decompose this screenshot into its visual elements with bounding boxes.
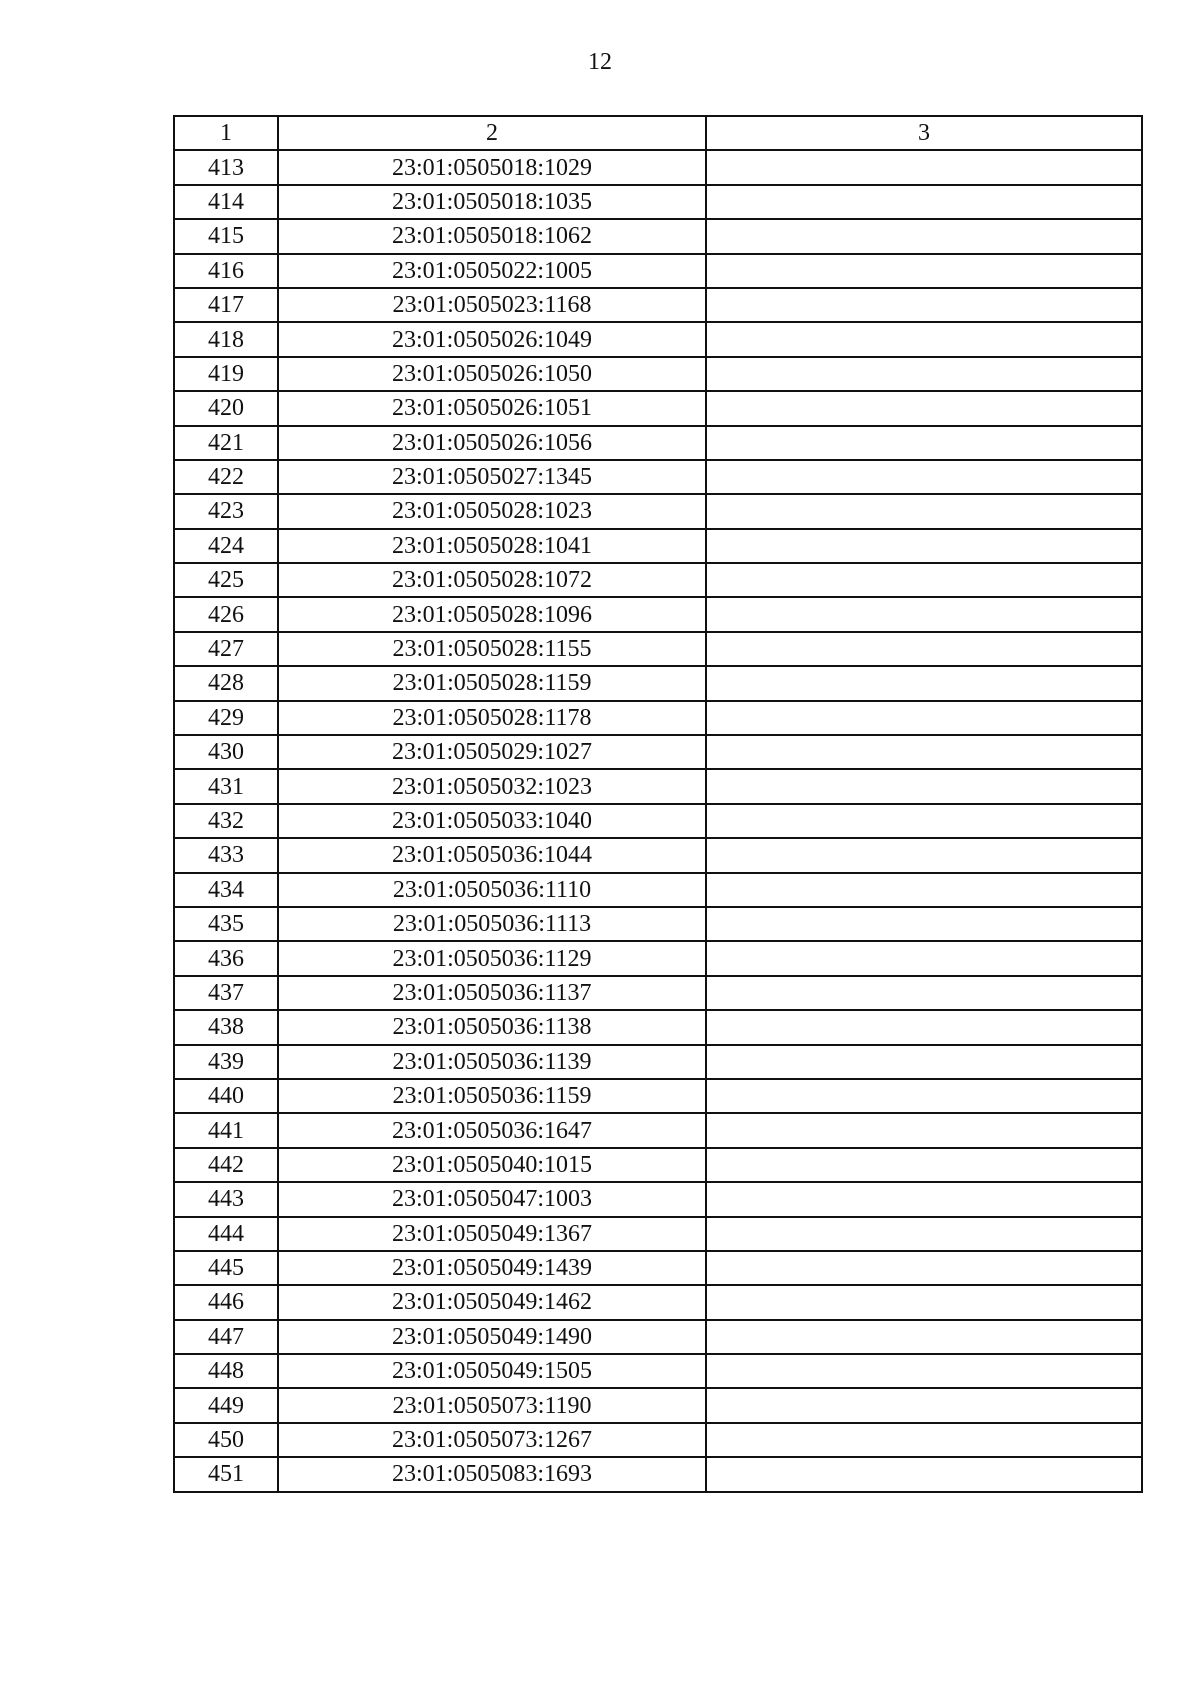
table-row — [174, 735, 1142, 769]
row-number-cell: 448 — [174, 1354, 278, 1388]
note-cell — [706, 219, 1142, 253]
note-cell — [706, 976, 1142, 1010]
note-cell — [706, 1320, 1142, 1354]
table-row — [174, 907, 1142, 941]
note-cell — [706, 563, 1142, 597]
table-row — [174, 219, 1142, 253]
note-cell — [706, 1388, 1142, 1422]
table-row — [174, 873, 1142, 907]
table-row — [174, 838, 1142, 872]
table-row — [174, 1457, 1142, 1491]
row-number-cell: 420 — [174, 391, 278, 425]
note-cell — [706, 254, 1142, 288]
row-number-cell: 425 — [174, 563, 278, 597]
table-row — [174, 1045, 1142, 1079]
row-number-cell: 440 — [174, 1079, 278, 1113]
row-number-cell: 433 — [174, 838, 278, 872]
note-cell — [706, 460, 1142, 494]
table-row — [174, 804, 1142, 838]
table-row — [174, 529, 1142, 563]
cadastral-number-cell: 23:01:0505036:1129 — [278, 941, 706, 975]
cadastral-number-cell: 23:01:0505028:1041 — [278, 529, 706, 563]
note-cell — [706, 1457, 1142, 1491]
cadastral-number-cell: 23:01:0505036:1044 — [278, 838, 706, 872]
table-row — [174, 1423, 1142, 1457]
cadastral-number-cell: 23:01:0505036:1138 — [278, 1010, 706, 1044]
row-number-cell: 437 — [174, 976, 278, 1010]
cadastral-number-cell: 23:01:0505018:1062 — [278, 219, 706, 253]
note-cell — [706, 632, 1142, 666]
row-number-cell: 436 — [174, 941, 278, 975]
cadastral-number-cell: 23:01:0505049:1490 — [278, 1320, 706, 1354]
cadastral-number-cell: 23:01:0505028:1023 — [278, 494, 706, 528]
row-number-cell: 431 — [174, 769, 278, 803]
note-cell — [706, 907, 1142, 941]
table-row — [174, 769, 1142, 803]
cadastral-table — [173, 115, 1143, 1493]
row-number-cell: 441 — [174, 1113, 278, 1147]
note-cell — [706, 426, 1142, 460]
page-number: 12 — [588, 49, 612, 75]
cadastral-number-cell: 23:01:0505049:1367 — [278, 1217, 706, 1251]
table-row — [174, 460, 1142, 494]
cadastral-number-cell: 23:01:0505027:1345 — [278, 460, 706, 494]
row-number-cell: 421 — [174, 426, 278, 460]
row-number-cell: 447 — [174, 1320, 278, 1354]
row-number-cell: 419 — [174, 357, 278, 391]
row-number-cell: 438 — [174, 1010, 278, 1044]
note-cell — [706, 735, 1142, 769]
cadastral-number-cell: 23:01:0505028:1155 — [278, 632, 706, 666]
note-cell — [706, 150, 1142, 184]
table-row — [174, 597, 1142, 631]
table-row — [174, 1182, 1142, 1216]
table-header-row — [174, 116, 1142, 150]
table-row — [174, 1079, 1142, 1113]
table-row — [174, 322, 1142, 356]
cadastral-number-cell: 23:01:0505022:1005 — [278, 254, 706, 288]
cadastral-number-cell: 23:01:0505028:1096 — [278, 597, 706, 631]
table-row — [174, 701, 1142, 735]
table-row — [174, 391, 1142, 425]
cadastral-number-cell: 23:01:0505049:1439 — [278, 1251, 706, 1285]
row-number-cell: 418 — [174, 322, 278, 356]
row-number-cell: 432 — [174, 804, 278, 838]
cadastral-number-cell: 23:01:0505018:1035 — [278, 185, 706, 219]
row-number-cell: 422 — [174, 460, 278, 494]
note-cell — [706, 701, 1142, 735]
table-body — [174, 150, 1142, 1491]
note-cell — [706, 1182, 1142, 1216]
table-row — [174, 494, 1142, 528]
row-number-cell: 442 — [174, 1148, 278, 1182]
table-row — [174, 563, 1142, 597]
row-number-cell: 417 — [174, 288, 278, 322]
row-number-cell: 413 — [174, 150, 278, 184]
row-number-cell: 445 — [174, 1251, 278, 1285]
table-row — [174, 1113, 1142, 1147]
row-number-cell: 435 — [174, 907, 278, 941]
row-number-cell: 449 — [174, 1388, 278, 1422]
row-number-cell: 439 — [174, 1045, 278, 1079]
table-row — [174, 1285, 1142, 1319]
cadastral-number-cell: 23:01:0505026:1056 — [278, 426, 706, 460]
cadastral-number-cell: 23:01:0505028:1178 — [278, 701, 706, 735]
row-number-cell: 423 — [174, 494, 278, 528]
cadastral-number-cell: 23:01:0505028:1072 — [278, 563, 706, 597]
note-cell — [706, 1045, 1142, 1079]
note-cell — [706, 1113, 1142, 1147]
table-row — [174, 1010, 1142, 1044]
cadastral-number-cell: 23:01:0505036:1113 — [278, 907, 706, 941]
note-cell — [706, 1010, 1142, 1044]
note-cell — [706, 1354, 1142, 1388]
row-number-cell: 430 — [174, 735, 278, 769]
note-cell — [706, 1148, 1142, 1182]
cadastral-number-cell: 23:01:0505026:1051 — [278, 391, 706, 425]
cadastral-number-cell: 23:01:0505023:1168 — [278, 288, 706, 322]
row-number-cell: 429 — [174, 701, 278, 735]
note-cell — [706, 804, 1142, 838]
cadastral-number-cell: 23:01:0505040:1015 — [278, 1148, 706, 1182]
cadastral-number-cell: 23:01:0505049:1462 — [278, 1285, 706, 1319]
cadastral-number-cell: 23:01:0505073:1267 — [278, 1423, 706, 1457]
note-cell — [706, 666, 1142, 700]
note-cell — [706, 185, 1142, 219]
row-number-cell: 415 — [174, 219, 278, 253]
note-cell — [706, 873, 1142, 907]
cadastral-number-cell: 23:01:0505018:1029 — [278, 150, 706, 184]
table-header — [174, 116, 1142, 150]
table-row — [174, 976, 1142, 1010]
row-number-cell: 424 — [174, 529, 278, 563]
note-cell — [706, 391, 1142, 425]
cadastral-number-cell: 23:01:0505036:1139 — [278, 1045, 706, 1079]
note-cell — [706, 1423, 1142, 1457]
note-cell — [706, 1079, 1142, 1113]
note-cell — [706, 597, 1142, 631]
column-header-1: 1 — [174, 116, 278, 150]
table-row — [174, 1251, 1142, 1285]
note-cell — [706, 494, 1142, 528]
cadastral-number-cell: 23:01:0505047:1003 — [278, 1182, 706, 1216]
row-number-cell: 414 — [174, 185, 278, 219]
note-cell — [706, 769, 1142, 803]
row-number-cell: 451 — [174, 1457, 278, 1491]
cadastral-number-cell: 23:01:0505029:1027 — [278, 735, 706, 769]
table-row — [174, 1320, 1142, 1354]
table-row — [174, 632, 1142, 666]
table-row — [174, 666, 1142, 700]
note-cell — [706, 838, 1142, 872]
table-row — [174, 1388, 1142, 1422]
row-number-cell: 450 — [174, 1423, 278, 1457]
note-cell — [706, 357, 1142, 391]
note-cell — [706, 1251, 1142, 1285]
table-row — [174, 254, 1142, 288]
cadastral-number-cell: 23:01:0505033:1040 — [278, 804, 706, 838]
cadastral-number-cell: 23:01:0505036:1159 — [278, 1079, 706, 1113]
cadastral-number-cell: 23:01:0505036:1137 — [278, 976, 706, 1010]
note-cell — [706, 288, 1142, 322]
row-number-cell: 446 — [174, 1285, 278, 1319]
table-row — [174, 1354, 1142, 1388]
cadastral-number-cell: 23:01:0505036:1110 — [278, 873, 706, 907]
table-row — [174, 357, 1142, 391]
note-cell — [706, 322, 1142, 356]
table-row — [174, 185, 1142, 219]
cadastral-number-cell: 23:01:0505026:1050 — [278, 357, 706, 391]
cadastral-number-cell: 23:01:0505026:1049 — [278, 322, 706, 356]
column-header-2: 2 — [278, 116, 706, 150]
row-number-cell: 427 — [174, 632, 278, 666]
column-header-3: 3 — [706, 116, 1142, 150]
row-number-cell: 426 — [174, 597, 278, 631]
table-row — [174, 941, 1142, 975]
cadastral-number-cell: 23:01:0505073:1190 — [278, 1388, 706, 1422]
table-row — [174, 426, 1142, 460]
row-number-cell: 428 — [174, 666, 278, 700]
row-number-cell: 416 — [174, 254, 278, 288]
note-cell — [706, 529, 1142, 563]
row-number-cell: 444 — [174, 1217, 278, 1251]
cadastral-number-cell: 23:01:0505028:1159 — [278, 666, 706, 700]
cadastral-number-cell: 23:01:0505083:1693 — [278, 1457, 706, 1491]
cadastral-number-cell: 23:01:0505032:1023 — [278, 769, 706, 803]
cadastral-number-cell: 23:01:0505036:1647 — [278, 1113, 706, 1147]
table-row — [174, 1217, 1142, 1251]
row-number-cell: 443 — [174, 1182, 278, 1216]
table-row — [174, 288, 1142, 322]
table-row — [174, 1148, 1142, 1182]
cadastral-number-cell: 23:01:0505049:1505 — [278, 1354, 706, 1388]
note-cell — [706, 941, 1142, 975]
note-cell — [706, 1217, 1142, 1251]
row-number-cell: 434 — [174, 873, 278, 907]
note-cell — [706, 1285, 1142, 1319]
table-row — [174, 150, 1142, 184]
